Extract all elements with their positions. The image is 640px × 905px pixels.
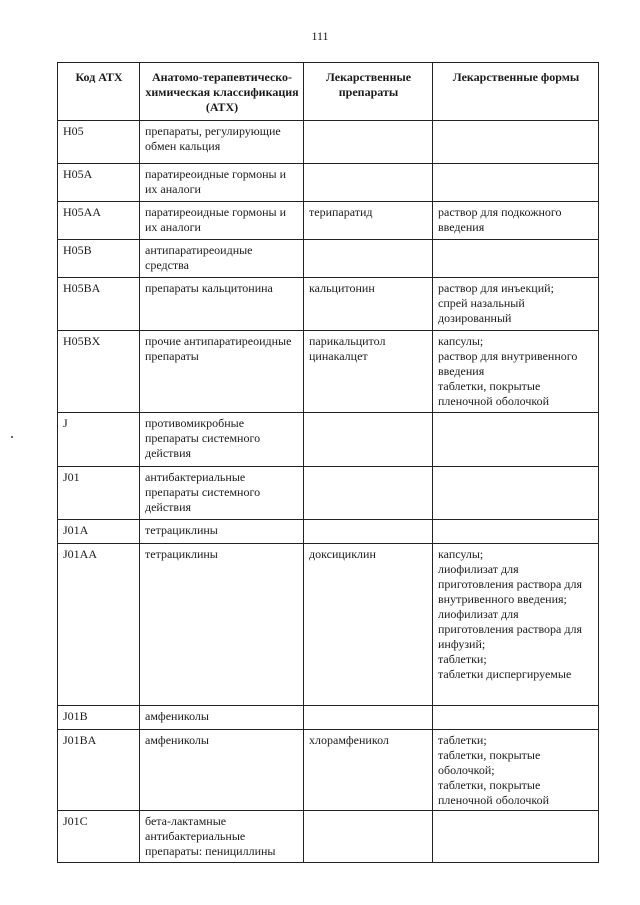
- row-drugs: [304, 240, 433, 278]
- row-code: J01BA: [58, 730, 140, 811]
- row-code: J01: [58, 467, 140, 520]
- row-code: J01AA: [58, 544, 140, 706]
- row-drugs: парикальцитол цинакалцет: [304, 331, 433, 413]
- row-drugs: терипаратид: [304, 202, 433, 240]
- row-drugs: [304, 413, 433, 467]
- row-code: J: [58, 413, 140, 467]
- table-row: [58, 278, 599, 331]
- row-atx-classification: тетрациклины: [140, 520, 304, 544]
- row-dosage-forms: [433, 467, 599, 520]
- row-code: J01C: [58, 811, 140, 863]
- row-drugs: хлорамфеникол: [304, 730, 433, 811]
- row-atx-classification: тетрациклины: [140, 544, 304, 706]
- row-atx-classification: антибактериальные препараты системного действия: [140, 467, 304, 520]
- row-dosage-forms: капсулы; лиофилизат для приготовления раствора для внутривенного введения; лиофилизат для приготовления раствора для инфузий; таблетки; таблетки диспергируемые: [433, 544, 599, 706]
- row-dosage-forms: [433, 706, 599, 730]
- table-row: [58, 121, 599, 164]
- row-dosage-forms: капсулы; раствор для внутривенного введения таблетки, покрытые пленочной оболочкой: [433, 331, 599, 413]
- row-drugs: [304, 164, 433, 202]
- table-row: [58, 544, 599, 706]
- row-dosage-forms: раствор для подкожного введения: [433, 202, 599, 240]
- row-dosage-forms: [433, 413, 599, 467]
- header-atx-classification: Анатомо-терапевтическо-химическая классификация (АТХ): [140, 63, 304, 121]
- row-code: J01B: [58, 706, 140, 730]
- row-atx-classification: паратиреоидные гормоны и их аналоги: [140, 202, 304, 240]
- row-atx-classification: противомикробные препараты системного действия: [140, 413, 304, 467]
- row-drugs: [304, 121, 433, 164]
- row-code: H05BX: [58, 331, 140, 413]
- table-row: [58, 467, 599, 520]
- row-atx-classification: препараты кальцитонина: [140, 278, 304, 331]
- page-number: 111: [311, 29, 329, 43]
- row-atx-classification: бета-лактамные антибактериальные препараты: пенициллины: [140, 811, 304, 863]
- row-dosage-forms: [433, 240, 599, 278]
- row-code: H05: [58, 121, 140, 164]
- row-drugs: кальцитонин: [304, 278, 433, 331]
- row-drugs: доксициклин: [304, 544, 433, 706]
- row-dosage-forms: [433, 520, 599, 544]
- row-drugs: [304, 467, 433, 520]
- table-row: [58, 520, 599, 544]
- row-dosage-forms: [433, 811, 599, 863]
- row-code: H05A: [58, 164, 140, 202]
- table-row: [58, 331, 599, 413]
- table-row: [58, 706, 599, 730]
- table-row: [58, 202, 599, 240]
- table-row: [58, 240, 599, 278]
- table-row: [58, 164, 599, 202]
- header-drugs: Лекарственные препараты: [304, 63, 433, 121]
- row-atx-classification: прочие антипаратиреоидные препараты: [140, 331, 304, 413]
- row-code: H05AA: [58, 202, 140, 240]
- table-row: [58, 730, 599, 811]
- table-row: [58, 811, 599, 863]
- table-header-row: [58, 63, 599, 121]
- row-dosage-forms: [433, 121, 599, 164]
- row-drugs: [304, 520, 433, 544]
- row-atx-classification: амфениколы: [140, 706, 304, 730]
- row-code: H05B: [58, 240, 140, 278]
- row-atx-classification: препараты, регулирующие обмен кальция: [140, 121, 304, 164]
- row-atx-classification: паратиреоидные гормоны и их аналоги: [140, 164, 304, 202]
- row-drugs: [304, 811, 433, 863]
- table-row: [58, 413, 599, 467]
- row-dosage-forms: таблетки; таблетки, покрытые оболочкой; таблетки, покрытые пленочной оболочкой: [433, 730, 599, 811]
- header-code: Код АТХ: [58, 63, 140, 121]
- row-dosage-forms: раствор для инъекций; спрей назальный дозированный: [433, 278, 599, 331]
- row-atx-classification: амфениколы: [140, 730, 304, 811]
- row-code: H05BA: [58, 278, 140, 331]
- header-dosage-forms: Лекарственные формы: [433, 63, 599, 121]
- scan-speck: [11, 436, 13, 438]
- row-drugs: [304, 706, 433, 730]
- row-dosage-forms: [433, 164, 599, 202]
- row-atx-classification: антипаратиреоидные средства: [140, 240, 304, 278]
- row-code: J01A: [58, 520, 140, 544]
- atx-table: [57, 62, 599, 863]
